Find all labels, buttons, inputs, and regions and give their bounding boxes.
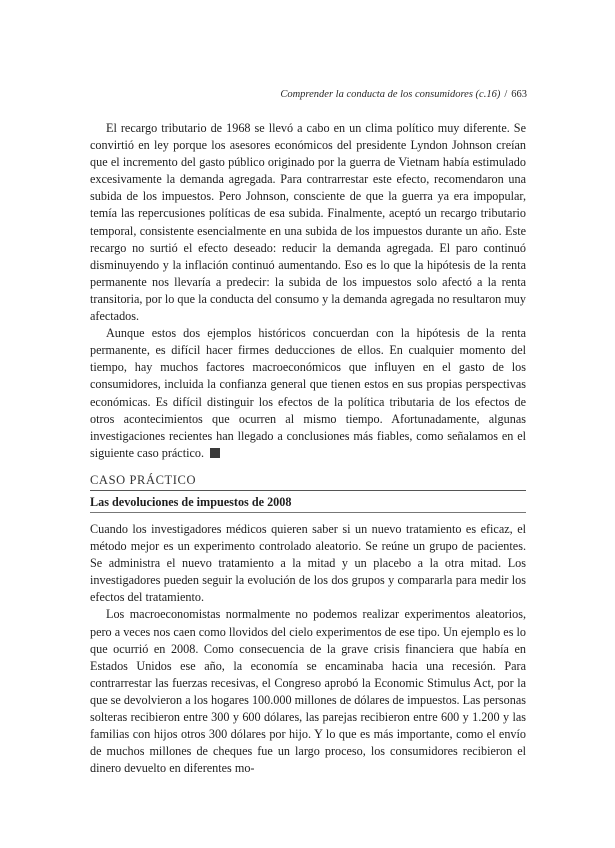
body-paragraph-1: El recargo tributario de 1968 se llevó a cabo en un clima político muy diferente. Se convirtió en ley porque los asesores económicos del presidente Lyndon Johnson creían que el incremento del gasto público originado por la guerra de Vietnam había estimulado excesivamente la demanda agregada. Para contrarrestar este efecto, recomendaron una subida de los impuestos. Pero Johnson, consciente de que la guerra ya era impopular, temía las repercusiones políticas de esa subida. Finalmente, aceptó un recargo tributario temporal, consistente esencialmente en una subida de los impuestos durante un año. Este recargo no surtió el efecto deseado: reducir la demanda agregada. El paro continuó disminuyendo y la inflación continuó aumentando. Eso es lo que la hipótesis de la renta permanente nos llevaría a predecir: la subida de los impuestos solo afectó a la renta transitoria, por lo que la conducta del consumo y la demanda agregada no resultaron muy afectados. (90, 121, 526, 324)
case-study-title: Las devoluciones de impuestos de 2008 (90, 495, 292, 509)
body-paragraph-2-text: Aunque estos dos ejemplos históricos concuerdan con la hipótesis de la renta permanente, es difícil hacer firmes deducciones de ellos. En cualquier momento del tiempo, hay muchos factores macroeconómicos que influyen en el gasto de los consumidores, incluida la confianza general que tienen estos en sus propias perspectivas económicas. Es difícil distinguir los efectos de la política tributaria de los efectos de otros acontecimientos que ocurren al mismo tiempo. Afortunadamente, algunas investigaciones recientes han llegado a conclusiones más fiables, como señalamos en el siguiente caso práctico. (90, 326, 526, 460)
case-study-title-rule (90, 512, 526, 513)
case-study-label: CASO PRÁCTICO (90, 473, 197, 487)
running-head-title: Comprender la conducta de los consumidores (c.16) (280, 89, 501, 100)
running-head (280, 88, 527, 102)
body-text (90, 120, 526, 462)
page-number: 663 (511, 89, 527, 100)
case-study-rule (90, 490, 526, 491)
running-head-separator: / (504, 89, 508, 100)
case-study-paragraph-2: Los macroeconomistas normalmente no podemos realizar experimentos aleatorios, pero a veces nos caen como llovidos del cielo experimentos de ese tipo. Un ejemplo es lo que ocurrió en 2008. Como consecuencia de la grave crisis financiera que había en Estados Unidos ese año, la economía se encaminaba hacia una recesión. Para contrarrestar las fuerzas recesivas, el Congreso aprobó la Economic Stimulus Act, por la que se devolvieron a los hogares 100.000 millones de dólares de impuestos. Las personas solteras recibieron entre 300 y 600 dólares, las parejas recibieron entre 600 y 1.200 y las familias con hijos otros 300 dólares por hijo. Y lo que es más importante, como el envío de muchos millones de cheques fue un largo proceso, los consumidores recibieron el dinero devuelto en diferentes mo- (90, 607, 526, 776)
case-study-text (90, 521, 526, 777)
end-of-section-square-icon (210, 448, 220, 458)
case-study-paragraph-1: Cuando los investigadores médicos quieren saber si un nuevo tratamiento es eficaz, el método mejor es un experimento controlado aleatorio. Se reúne un grupo de pacientes. Se administra el nuevo tratamiento a la mitad y un placebo a la otra mitad. Los investigadores pueden seguir la evolución de los dos grupos y compararla para medir los efectos del tratamiento. (90, 522, 526, 605)
body-paragraph-2 (90, 325, 526, 462)
